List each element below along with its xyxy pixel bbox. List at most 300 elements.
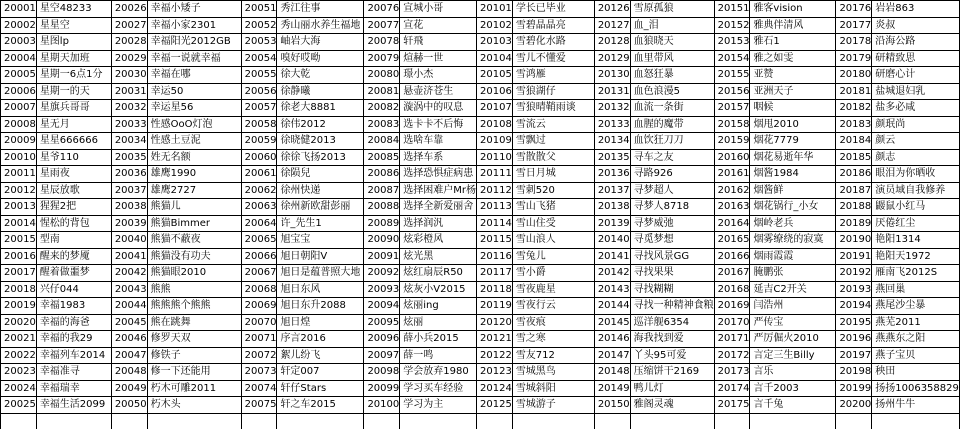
username-cell[interactable]: 丫头95可爱 bbox=[630, 347, 714, 364]
id-cell[interactable]: 20111 bbox=[477, 166, 513, 183]
id-cell[interactable]: 20168 bbox=[714, 281, 750, 298]
username-cell[interactable]: 徐晓健2013 bbox=[277, 133, 364, 150]
id-cell[interactable]: 20110 bbox=[477, 149, 513, 166]
username-cell[interactable]: 艳阳天1972 bbox=[872, 248, 960, 265]
empty-cell[interactable] bbox=[872, 413, 960, 429]
id-cell[interactable]: 20143 bbox=[594, 281, 630, 298]
id-cell[interactable]: 20028 bbox=[111, 34, 147, 51]
empty-cell[interactable] bbox=[512, 413, 594, 429]
username-cell[interactable]: 延吉C2开关 bbox=[750, 281, 836, 298]
id-cell[interactable]: 20052 bbox=[241, 17, 277, 34]
empty-cell[interactable] bbox=[630, 413, 714, 429]
username-cell[interactable]: 烟花7779 bbox=[750, 133, 836, 150]
id-cell[interactable]: 20047 bbox=[111, 347, 147, 364]
username-cell[interactable]: 雪山住受 bbox=[512, 215, 594, 232]
id-cell[interactable]: 20102 bbox=[477, 17, 513, 34]
username-cell[interactable]: 寻觅梦想 bbox=[630, 232, 714, 249]
id-cell[interactable]: 20032 bbox=[111, 100, 147, 117]
username-cell[interactable]: 雪兔儿 bbox=[512, 248, 594, 265]
username-cell[interactable]: 薛一鸣 bbox=[400, 347, 477, 364]
id-cell[interactable]: 20054 bbox=[241, 50, 277, 67]
username-cell[interactable]: 鼹鼠小红马 bbox=[872, 199, 960, 216]
username-cell[interactable]: 学长已毕业 bbox=[512, 1, 594, 18]
username-cell[interactable]: 星星666666 bbox=[36, 133, 111, 150]
username-cell[interactable]: 岫岩大海 bbox=[277, 34, 364, 51]
id-cell[interactable]: 20006 bbox=[1, 83, 37, 100]
id-cell[interactable]: 20147 bbox=[594, 347, 630, 364]
id-cell[interactable]: 20024 bbox=[1, 380, 37, 397]
username-cell[interactable]: 轩之车2015 bbox=[277, 397, 364, 414]
username-cell[interactable]: 幸福准寻 bbox=[36, 364, 111, 381]
id-cell[interactable]: 20011 bbox=[1, 166, 37, 183]
id-cell[interactable]: 20098 bbox=[364, 364, 400, 381]
username-cell[interactable]: 型南 bbox=[36, 232, 111, 249]
id-cell[interactable]: 20002 bbox=[1, 17, 37, 34]
id-cell[interactable]: 20036 bbox=[111, 166, 147, 183]
username-cell[interactable]: 雪夜鹿星 bbox=[512, 281, 594, 298]
id-cell[interactable]: 20157 bbox=[714, 100, 750, 117]
username-cell[interactable]: 血流一条街 bbox=[630, 100, 714, 117]
username-cell[interactable]: 姓无名额 bbox=[147, 149, 241, 166]
id-cell[interactable]: 20084 bbox=[364, 133, 400, 150]
username-cell[interactable]: 亚洲天子 bbox=[750, 83, 836, 100]
username-cell[interactable]: 烟雨霞霞 bbox=[750, 248, 836, 265]
id-cell[interactable]: 20128 bbox=[594, 34, 630, 51]
username-cell[interactable]: 熊猫没有功夫 bbox=[147, 248, 241, 265]
id-cell[interactable]: 20022 bbox=[1, 347, 37, 364]
id-cell[interactable]: 20177 bbox=[836, 17, 872, 34]
id-cell[interactable]: 20109 bbox=[477, 133, 513, 150]
username-cell[interactable]: 雪小爵 bbox=[512, 265, 594, 282]
id-cell[interactable]: 20198 bbox=[836, 364, 872, 381]
id-cell[interactable]: 20193 bbox=[836, 281, 872, 298]
id-cell[interactable]: 20099 bbox=[364, 380, 400, 397]
username-cell[interactable]: 雪儿不懂爱 bbox=[512, 50, 594, 67]
id-cell[interactable]: 20030 bbox=[111, 67, 147, 84]
username-cell[interactable]: 言千2003 bbox=[750, 380, 836, 397]
id-cell[interactable]: 20190 bbox=[836, 232, 872, 249]
id-cell[interactable]: 20044 bbox=[111, 298, 147, 315]
id-cell[interactable]: 20117 bbox=[477, 265, 513, 282]
username-cell[interactable]: 颜云 bbox=[872, 133, 960, 150]
username-cell[interactable]: 雪城黑鸟 bbox=[512, 364, 594, 381]
id-cell[interactable]: 20092 bbox=[364, 265, 400, 282]
username-cell[interactable]: 徐伟2012 bbox=[277, 116, 364, 133]
username-cell[interactable]: 学会放弃1980 bbox=[400, 364, 477, 381]
id-cell[interactable]: 20094 bbox=[364, 298, 400, 315]
id-cell[interactable]: 20041 bbox=[111, 248, 147, 265]
username-cell[interactable]: 雪日月城 bbox=[512, 166, 594, 183]
id-cell[interactable]: 20039 bbox=[111, 215, 147, 232]
username-cell[interactable]: 燕回巢 bbox=[872, 281, 960, 298]
id-cell[interactable]: 20043 bbox=[111, 281, 147, 298]
id-cell[interactable]: 20046 bbox=[111, 331, 147, 348]
id-cell[interactable]: 20192 bbox=[836, 265, 872, 282]
username-cell[interactable]: 璟小杰 bbox=[400, 67, 477, 84]
username-cell[interactable]: 雪夜行云 bbox=[512, 298, 594, 315]
username-cell[interactable]: 许_先生1 bbox=[277, 215, 364, 232]
username-cell[interactable]: 秀江往事 bbox=[277, 1, 364, 18]
username-cell[interactable]: 幸福的我29 bbox=[36, 331, 111, 348]
id-cell[interactable]: 20005 bbox=[1, 67, 37, 84]
username-cell[interactable]: 研精致思 bbox=[872, 50, 960, 67]
username-cell[interactable]: 燕子宝贝 bbox=[872, 347, 960, 364]
username-cell[interactable]: 燕尾沙尘暴 bbox=[872, 298, 960, 315]
id-cell[interactable]: 20050 bbox=[111, 397, 147, 414]
username-cell[interactable]: 秧田 bbox=[872, 364, 960, 381]
id-cell[interactable]: 20009 bbox=[1, 133, 37, 150]
username-cell[interactable]: 沿海公路 bbox=[872, 34, 960, 51]
username-cell[interactable]: 研磨心计 bbox=[872, 67, 960, 84]
username-cell[interactable]: 燕芜2011 bbox=[872, 314, 960, 331]
id-cell[interactable]: 20021 bbox=[1, 331, 37, 348]
username-cell[interactable]: 雄鹰2727 bbox=[147, 182, 241, 199]
id-cell[interactable]: 20038 bbox=[111, 199, 147, 216]
id-cell[interactable]: 20160 bbox=[714, 149, 750, 166]
username-cell[interactable]: 性感OoO灯泡 bbox=[147, 116, 241, 133]
id-cell[interactable]: 20025 bbox=[1, 397, 37, 414]
id-cell[interactable]: 20113 bbox=[477, 199, 513, 216]
username-cell[interactable]: 幸福生活2099 bbox=[36, 397, 111, 414]
username-cell[interactable]: 言千兔 bbox=[750, 397, 836, 414]
username-cell[interactable]: 悬壶济苍生 bbox=[400, 83, 477, 100]
username-cell[interactable]: 寻梦威弛 bbox=[630, 215, 714, 232]
username-cell[interactable]: 雪飘过 bbox=[512, 133, 594, 150]
username-cell[interactable]: 扬扬1006358829 bbox=[872, 380, 960, 397]
username-cell[interactable]: 血色浪漫5 bbox=[630, 83, 714, 100]
id-cell[interactable]: 20055 bbox=[241, 67, 277, 84]
username-cell[interactable]: 雅客vision bbox=[750, 1, 836, 18]
id-cell[interactable]: 20069 bbox=[241, 298, 277, 315]
empty-cell[interactable] bbox=[594, 413, 630, 429]
id-cell[interactable]: 20034 bbox=[111, 133, 147, 150]
id-cell[interactable]: 20125 bbox=[477, 397, 513, 414]
username-cell[interactable]: 雁南飞2012S bbox=[872, 265, 960, 282]
id-cell[interactable]: 20013 bbox=[1, 199, 37, 216]
username-cell[interactable]: 燕燕东之阳 bbox=[872, 331, 960, 348]
username-cell[interactable]: 幸福1983 bbox=[36, 298, 111, 315]
empty-cell[interactable] bbox=[36, 413, 111, 429]
id-cell[interactable]: 20003 bbox=[1, 34, 37, 51]
id-cell[interactable]: 20139 bbox=[594, 215, 630, 232]
id-cell[interactable]: 20067 bbox=[241, 265, 277, 282]
empty-cell[interactable] bbox=[364, 413, 400, 429]
empty-cell[interactable] bbox=[477, 413, 513, 429]
empty-cell[interactable] bbox=[111, 413, 147, 429]
id-cell[interactable]: 20161 bbox=[714, 166, 750, 183]
username-cell[interactable]: 雪城斜阳 bbox=[512, 380, 594, 397]
id-cell[interactable]: 20126 bbox=[594, 1, 630, 18]
id-cell[interactable]: 20010 bbox=[1, 149, 37, 166]
id-cell[interactable]: 20016 bbox=[1, 248, 37, 265]
id-cell[interactable]: 20154 bbox=[714, 50, 750, 67]
empty-cell[interactable] bbox=[277, 413, 364, 429]
id-cell[interactable]: 20180 bbox=[836, 67, 872, 84]
id-cell[interactable]: 20001 bbox=[1, 1, 37, 18]
id-cell[interactable]: 20146 bbox=[594, 331, 630, 348]
id-cell[interactable]: 20029 bbox=[111, 50, 147, 67]
id-cell[interactable]: 20167 bbox=[714, 265, 750, 282]
id-cell[interactable]: 20150 bbox=[594, 397, 630, 414]
id-cell[interactable]: 20140 bbox=[594, 232, 630, 249]
username-cell[interactable]: 轩飛 bbox=[400, 34, 477, 51]
id-cell[interactable]: 20187 bbox=[836, 182, 872, 199]
id-cell[interactable]: 20106 bbox=[477, 83, 513, 100]
username-cell[interactable]: 朽木可雕2011 bbox=[147, 380, 241, 397]
username-cell[interactable]: 雅阁灵魂 bbox=[630, 397, 714, 414]
id-cell[interactable]: 20062 bbox=[241, 182, 277, 199]
empty-cell[interactable] bbox=[241, 413, 277, 429]
id-cell[interactable]: 20158 bbox=[714, 116, 750, 133]
username-cell[interactable]: 炫彩橙风 bbox=[400, 232, 477, 249]
username-cell[interactable]: 寻找糊糊 bbox=[630, 281, 714, 298]
id-cell[interactable]: 20162 bbox=[714, 182, 750, 199]
username-cell[interactable]: 炫光黑 bbox=[400, 248, 477, 265]
id-cell[interactable]: 20026 bbox=[111, 1, 147, 18]
id-cell[interactable]: 20104 bbox=[477, 50, 513, 67]
username-cell[interactable]: 雅之如雯 bbox=[750, 50, 836, 67]
id-cell[interactable]: 20184 bbox=[836, 133, 872, 150]
id-cell[interactable]: 20132 bbox=[594, 100, 630, 117]
id-cell[interactable]: 20142 bbox=[594, 265, 630, 282]
username-cell[interactable]: 星无月 bbox=[36, 116, 111, 133]
username-cell[interactable]: 星期一的天 bbox=[36, 83, 111, 100]
id-cell[interactable]: 20058 bbox=[241, 116, 277, 133]
empty-cell[interactable] bbox=[1, 413, 37, 429]
id-cell[interactable]: 20090 bbox=[364, 232, 400, 249]
username-cell[interactable]: 烟雾缭绕的寂寞 bbox=[750, 232, 836, 249]
id-cell[interactable]: 20200 bbox=[836, 397, 872, 414]
username-cell[interactable]: 旭日朝阳V bbox=[277, 248, 364, 265]
id-cell[interactable]: 20085 bbox=[364, 149, 400, 166]
id-cell[interactable]: 20007 bbox=[1, 100, 37, 117]
id-cell[interactable]: 20135 bbox=[594, 149, 630, 166]
id-cell[interactable]: 20107 bbox=[477, 100, 513, 117]
username-cell[interactable]: 星空48233 bbox=[36, 1, 111, 18]
id-cell[interactable]: 20188 bbox=[836, 199, 872, 216]
id-cell[interactable]: 20100 bbox=[364, 397, 400, 414]
id-cell[interactable]: 20048 bbox=[111, 364, 147, 381]
id-cell[interactable]: 20179 bbox=[836, 50, 872, 67]
username-cell[interactable]: 徐徐飞扬2013 bbox=[277, 149, 364, 166]
username-cell[interactable]: 选卡卡不后悔 bbox=[400, 116, 477, 133]
username-cell[interactable]: 烟甩2010 bbox=[750, 116, 836, 133]
id-cell[interactable]: 20118 bbox=[477, 281, 513, 298]
id-cell[interactable]: 20081 bbox=[364, 83, 400, 100]
username-cell[interactable]: 序言2016 bbox=[277, 331, 364, 348]
id-cell[interactable]: 20064 bbox=[241, 215, 277, 232]
id-cell[interactable]: 20169 bbox=[714, 298, 750, 315]
username-cell[interactable]: 寻路926 bbox=[630, 166, 714, 183]
username-cell[interactable]: 血腥的魔带 bbox=[630, 116, 714, 133]
id-cell[interactable]: 20173 bbox=[714, 364, 750, 381]
username-cell[interactable]: 闫浩州 bbox=[750, 298, 836, 315]
username-cell[interactable]: 煊赫一世 bbox=[400, 50, 477, 67]
id-cell[interactable]: 20089 bbox=[364, 215, 400, 232]
id-cell[interactable]: 20077 bbox=[364, 17, 400, 34]
id-cell[interactable]: 20144 bbox=[594, 298, 630, 315]
id-cell[interactable]: 20112 bbox=[477, 182, 513, 199]
id-cell[interactable]: 20123 bbox=[477, 364, 513, 381]
username-cell[interactable]: 严传宝 bbox=[750, 314, 836, 331]
id-cell[interactable]: 20019 bbox=[1, 298, 37, 315]
id-cell[interactable]: 20015 bbox=[1, 232, 37, 249]
id-cell[interactable]: 20185 bbox=[836, 149, 872, 166]
username-cell[interactable]: 雪山浪人 bbox=[512, 232, 594, 249]
username-cell[interactable]: 醒来的梦魇 bbox=[36, 248, 111, 265]
username-cell[interactable]: 颜志 bbox=[872, 149, 960, 166]
username-cell[interactable]: 熊熊熊个熊熊 bbox=[147, 298, 241, 315]
id-cell[interactable]: 20079 bbox=[364, 50, 400, 67]
id-cell[interactable]: 20122 bbox=[477, 347, 513, 364]
id-cell[interactable]: 20070 bbox=[241, 314, 277, 331]
id-cell[interactable]: 20078 bbox=[364, 34, 400, 51]
username-cell[interactable]: 雪城游子 bbox=[512, 397, 594, 414]
id-cell[interactable]: 20120 bbox=[477, 314, 513, 331]
username-cell[interactable]: 星期一6点1分 bbox=[36, 67, 111, 84]
username-cell[interactable]: 星期天加班 bbox=[36, 50, 111, 67]
username-cell[interactable]: 亚赞 bbox=[750, 67, 836, 84]
id-cell[interactable]: 20136 bbox=[594, 166, 630, 183]
id-cell[interactable]: 20086 bbox=[364, 166, 400, 183]
id-cell[interactable]: 20060 bbox=[241, 149, 277, 166]
username-cell[interactable]: 雪碧化水路 bbox=[512, 34, 594, 51]
username-cell[interactable]: 熊猫眼2010 bbox=[147, 265, 241, 282]
id-cell[interactable]: 20141 bbox=[594, 248, 630, 265]
id-cell[interactable]: 20186 bbox=[836, 166, 872, 183]
id-cell[interactable]: 20082 bbox=[364, 100, 400, 117]
id-cell[interactable]: 20137 bbox=[594, 182, 630, 199]
id-cell[interactable]: 20138 bbox=[594, 199, 630, 216]
username-cell[interactable]: 雪碧晶晶亮 bbox=[512, 17, 594, 34]
id-cell[interactable]: 20095 bbox=[364, 314, 400, 331]
username-cell[interactable]: 修罗天双 bbox=[147, 331, 241, 348]
username-cell[interactable]: 星图lp bbox=[36, 34, 111, 51]
username-cell[interactable]: 漩涡中的叹息 bbox=[400, 100, 477, 117]
id-cell[interactable]: 20156 bbox=[714, 83, 750, 100]
username-cell[interactable]: 寻梦人8718 bbox=[630, 199, 714, 216]
id-cell[interactable]: 20059 bbox=[241, 133, 277, 150]
id-cell[interactable]: 20172 bbox=[714, 347, 750, 364]
id-cell[interactable]: 20151 bbox=[714, 1, 750, 18]
username-cell[interactable]: 寻找果果 bbox=[630, 265, 714, 282]
id-cell[interactable]: 20035 bbox=[111, 149, 147, 166]
username-cell[interactable]: 雪夜痕 bbox=[512, 314, 594, 331]
username-cell[interactable]: 雪狼晴鞘雨谈 bbox=[512, 100, 594, 117]
username-cell[interactable]: 寻找一种精神食粮 bbox=[630, 298, 714, 315]
id-cell[interactable]: 20056 bbox=[241, 83, 277, 100]
id-cell[interactable]: 20037 bbox=[111, 182, 147, 199]
username-cell[interactable]: 炫灰小V2015 bbox=[400, 281, 477, 298]
username-cell[interactable]: 兴仔044 bbox=[36, 281, 111, 298]
id-cell[interactable]: 20133 bbox=[594, 116, 630, 133]
id-cell[interactable]: 20071 bbox=[241, 331, 277, 348]
username-cell[interactable]: 雪友712 bbox=[512, 347, 594, 364]
id-cell[interactable]: 20153 bbox=[714, 34, 750, 51]
id-cell[interactable]: 20057 bbox=[241, 100, 277, 117]
id-cell[interactable]: 20096 bbox=[364, 331, 400, 348]
id-cell[interactable]: 20130 bbox=[594, 67, 630, 84]
id-cell[interactable]: 20066 bbox=[241, 248, 277, 265]
id-cell[interactable]: 20012 bbox=[1, 182, 37, 199]
username-cell[interactable]: 寻找风景GG bbox=[630, 248, 714, 265]
username-cell[interactable]: 幸福列车2014 bbox=[36, 347, 111, 364]
id-cell[interactable]: 20105 bbox=[477, 67, 513, 84]
id-cell[interactable]: 20197 bbox=[836, 347, 872, 364]
username-cell[interactable]: 熊熊 bbox=[147, 281, 241, 298]
id-cell[interactable]: 20199 bbox=[836, 380, 872, 397]
username-cell[interactable]: 雅石1 bbox=[750, 34, 836, 51]
username-cell[interactable]: 雪狼湖仔 bbox=[512, 83, 594, 100]
id-cell[interactable]: 20004 bbox=[1, 50, 37, 67]
username-cell[interactable]: 炎叔 bbox=[872, 17, 960, 34]
id-cell[interactable]: 20018 bbox=[1, 281, 37, 298]
id-cell[interactable]: 20145 bbox=[594, 314, 630, 331]
username-cell[interactable]: 幸福瑞幸 bbox=[36, 380, 111, 397]
id-cell[interactable]: 20040 bbox=[111, 232, 147, 249]
id-cell[interactable]: 20174 bbox=[714, 380, 750, 397]
username-cell[interactable]: 压缩饼干2169 bbox=[630, 364, 714, 381]
id-cell[interactable]: 20088 bbox=[364, 199, 400, 216]
username-cell[interactable]: 薛小兵2015 bbox=[400, 331, 477, 348]
id-cell[interactable]: 20175 bbox=[714, 397, 750, 414]
username-cell[interactable]: 宣花 bbox=[400, 17, 477, 34]
id-cell[interactable]: 20017 bbox=[1, 265, 37, 282]
username-cell[interactable]: 旭日煌 bbox=[277, 314, 364, 331]
username-cell[interactable]: 血_泪 bbox=[630, 17, 714, 34]
id-cell[interactable]: 20166 bbox=[714, 248, 750, 265]
username-cell[interactable]: 选啥车靠 bbox=[400, 133, 477, 150]
username-cell[interactable]: 盐城退妇乳 bbox=[872, 83, 960, 100]
username-cell[interactable]: 徐静曦 bbox=[277, 83, 364, 100]
id-cell[interactable]: 20076 bbox=[364, 1, 400, 18]
id-cell[interactable]: 20121 bbox=[477, 331, 513, 348]
username-cell[interactable]: 幸福在哪 bbox=[147, 67, 241, 84]
empty-cell[interactable] bbox=[714, 413, 750, 429]
id-cell[interactable]: 20027 bbox=[111, 17, 147, 34]
id-cell[interactable]: 20178 bbox=[836, 34, 872, 51]
id-cell[interactable]: 20051 bbox=[241, 1, 277, 18]
id-cell[interactable]: 20149 bbox=[594, 380, 630, 397]
id-cell[interactable]: 20152 bbox=[714, 17, 750, 34]
id-cell[interactable]: 20101 bbox=[477, 1, 513, 18]
username-cell[interactable]: 雅典伴清风 bbox=[750, 17, 836, 34]
username-cell[interactable]: 雪之寒 bbox=[512, 331, 594, 348]
username-cell[interactable]: 雪原孤狼 bbox=[630, 1, 714, 18]
username-cell[interactable]: 惺松的背包 bbox=[36, 215, 111, 232]
id-cell[interactable]: 20075 bbox=[241, 397, 277, 414]
id-cell[interactable]: 20053 bbox=[241, 34, 277, 51]
username-cell[interactable]: 星旗兵哥哥 bbox=[36, 100, 111, 117]
username-cell[interactable]: 熊猫儿 bbox=[147, 199, 241, 216]
id-cell[interactable]: 20124 bbox=[477, 380, 513, 397]
id-cell[interactable]: 20116 bbox=[477, 248, 513, 265]
username-cell[interactable]: 眼泪为你晒收 bbox=[872, 166, 960, 183]
username-cell[interactable]: 旭宝宝 bbox=[277, 232, 364, 249]
username-cell[interactable]: 烟花锅行_小女 bbox=[750, 199, 836, 216]
username-cell[interactable]: 选择车系 bbox=[400, 149, 477, 166]
username-cell[interactable]: 秀山丽水养生福地 bbox=[277, 17, 364, 34]
id-cell[interactable]: 20164 bbox=[714, 215, 750, 232]
id-cell[interactable]: 20073 bbox=[241, 364, 277, 381]
username-cell[interactable]: 幸福一说就幸福 bbox=[147, 50, 241, 67]
username-cell[interactable]: 烟酱1984 bbox=[750, 166, 836, 183]
id-cell[interactable]: 20131 bbox=[594, 83, 630, 100]
id-cell[interactable]: 20020 bbox=[1, 314, 37, 331]
username-cell[interactable]: 烟岭老兵 bbox=[750, 215, 836, 232]
username-cell[interactable]: 颜珉尚 bbox=[872, 116, 960, 133]
username-cell[interactable]: 炫丽 bbox=[400, 314, 477, 331]
